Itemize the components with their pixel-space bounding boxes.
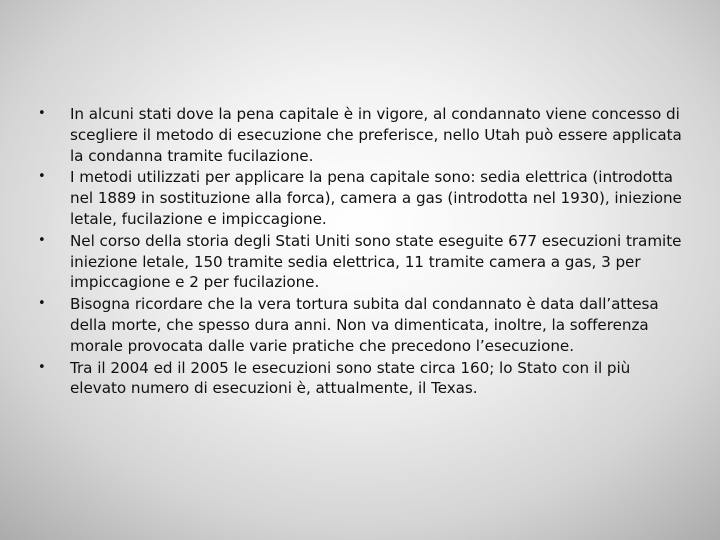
bullet-marker: •: [38, 232, 46, 248]
bullet-item: [40, 358, 690, 400]
bullet-marker: •: [38, 106, 46, 121]
bullet-text: Bisogna ricordare che la vera tortura subita dal condannato è data dall’attesa della morte, che spesso dura anni. Non va dimenticata, inoltre, la sofferenza morale provocata dalle varie pratiche che precedono l’esecuzione.: [70, 295, 659, 355]
bullet-item: [40, 294, 690, 356]
bullet-item: [40, 231, 690, 293]
bullet-item: [40, 167, 690, 229]
bullet-item: [40, 104, 690, 166]
bullet-text: In alcuni stati dove la pena capitale è in vigore, al condannato viene concesso di scegliere il metodo di esecuzione che preferisce, nello Utah può essere applicata la condanna tramite fucilazione.: [70, 105, 682, 165]
bullet-text: Tra il 2004 ed il 2005 le esecuzioni sono state circa 160; lo Stato con il più elevato numero di esecuzioni è, attualmente, il Texas.: [70, 358, 631, 398]
bullet-marker: •: [38, 169, 46, 185]
bullet-list: [40, 104, 690, 400]
bullet-text: Nel corso della storia degli Stati Uniti sono state eseguite 677 esecuzioni tramite iniezione letale, 150 tramite sedia elettrica, 11 tramite camera a gas, 3 per impiccagione e 2 per fucilazione.: [70, 231, 682, 292]
bullet-marker: •: [38, 296, 46, 312]
bullet-text: I metodi utilizzati per applicare la pena capitale sono: sedia elettrica (introdotta nel 1889 in sostituzione alla forca), camera a gas (introdotta nel 1930), iniezione letale, fucilazione e impiccagione.: [70, 168, 682, 228]
bullet-marker: •: [38, 359, 46, 375]
